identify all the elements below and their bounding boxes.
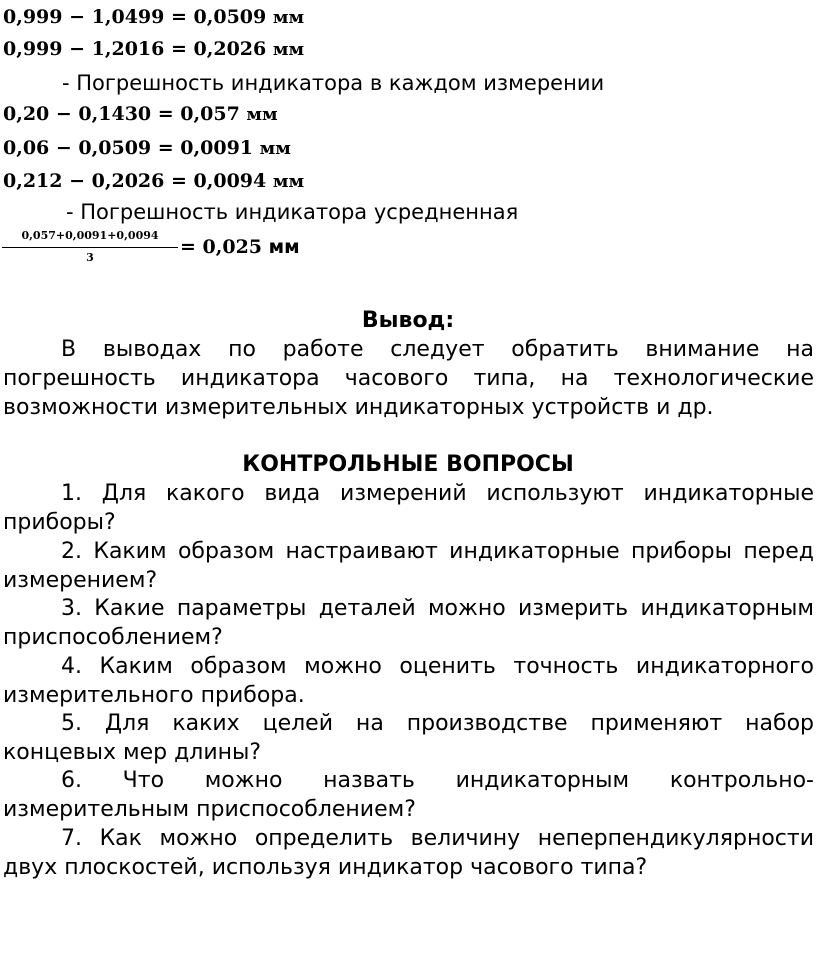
result-unit: мм [268,236,300,258]
result-value: = 0,025 [180,236,269,258]
equation-expression: 0,20 − 0,1430 = 0,057 [3,103,247,125]
equation-unit: мм [259,138,291,159]
question-3: 3. Какие параметры деталей можно измерить индикаторным приспособлением? [3,596,814,650]
question-2: 2. Каким образом настраивают индикаторные приборы перед измерением? [3,539,814,593]
equation-2 [3,38,304,60]
equation-unit: мм [272,171,305,192]
questions-title: КОНТРОЛЬНЫЕ ВОПРОСЫ [242,452,574,477]
equation-expression: 0,06 − 0,0509 = 0,0091 [3,137,260,159]
question-7: 7. Как можно определить величину неперпендикулярности двух плоскостей, используя индикатор часового типа? [3,826,814,880]
equation-unit: мм [272,7,305,28]
caption-per-measurement: - Погрешность индикатора в каждом измерении [62,71,605,95]
question-6: 6. Что можно назвать индикаторным контрольно-измерительным приспособлением? [3,768,814,822]
equation-unit: мм [272,39,305,60]
equation-4 [3,137,291,159]
fraction-bar [2,247,178,248]
equation-5 [3,170,304,192]
question-5: 5. Для каких целей на производстве применяют набор концевых мер длины? [3,711,814,765]
fraction-denominator: 3 [86,251,94,264]
conclusion-title: Вывод: [361,308,455,333]
fraction-numerator: 0,057+0,0091+0,0094 [21,229,159,242]
question-1: 1. Для какого вида измерений используют индикаторные приборы? [3,481,814,535]
conclusion-text: В выводах по работе следует обратить внимание на погрешность индикатора часового типа, на технологические возможности измерительных индикаторных устройств и др. [3,337,814,420]
question-4: 4. Каким образом можно оценить точность индикаторного измерительного прибора. [3,654,814,708]
equation-expression: 0,999 − 1,0499 = 0,0509 [3,6,273,28]
equation-expression: 0,212 − 0,2026 = 0,0094 [3,170,273,192]
equation-1 [3,6,304,28]
equation-expression: 0,999 − 1,2016 = 0,2026 [3,38,273,60]
equation-unit: мм [246,104,278,125]
caption-averaged: - Погрешность индикатора усредненная [66,200,519,224]
equation-3 [3,103,278,125]
fraction-result [180,236,300,258]
